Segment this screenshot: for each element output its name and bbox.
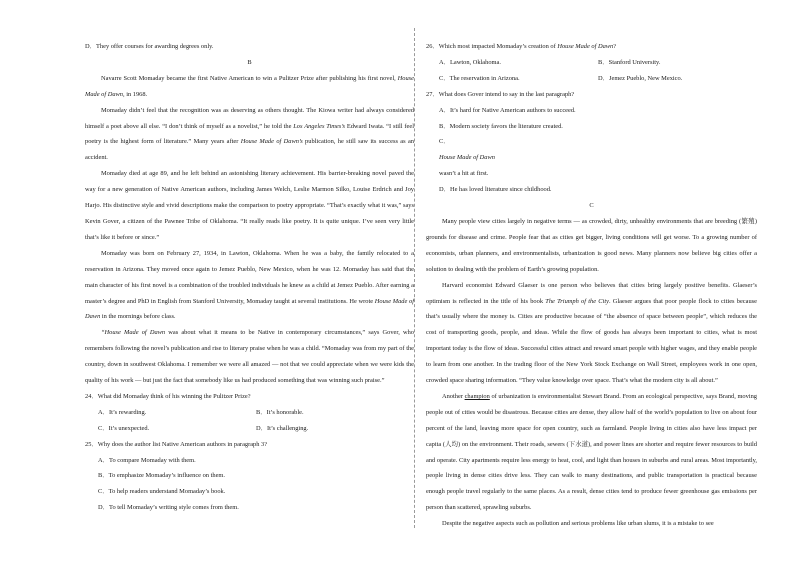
q27-option-b-row xyxy=(426,119,757,135)
q26-option-d[interactable]: D．Jemez Pueblo, New Mexico. xyxy=(598,74,683,82)
q24-option-d[interactable]: D．It’s challenging. xyxy=(256,424,309,432)
question-27: 27．What does Gover intend to say in the last paragraph? xyxy=(426,90,575,98)
q25-option-a[interactable]: A．To compare Momaday with them. xyxy=(98,456,196,464)
q27-option-d[interactable]: D．He has loved literature since childhood. xyxy=(439,186,552,194)
q25-option-b-row xyxy=(85,468,414,484)
q25-option-d[interactable]: D．To tell Momaday’s writing style comes from them. xyxy=(98,504,239,512)
q24-option-a[interactable]: A．It’s rewarding. xyxy=(98,408,147,416)
q27-option-c-row xyxy=(426,134,757,182)
q25-option-c[interactable]: C．To help readers understand Momaday’s book. xyxy=(98,488,226,496)
question-24: 24．What did Momaday think of his winning the Pulitzer Prize? xyxy=(85,392,251,400)
q26-option-b[interactable]: B．Stanford University. xyxy=(598,58,661,66)
q26-option-a[interactable]: A．Lawton, Oklahoma. xyxy=(439,58,501,66)
passage-b-paragraph-4: Momaday was born on February 27, 1934, in Lawton, Oklahoma. When he was a baby, the family relocated to a reservation in Arizona. They moved once again to Jemez Pueblo, New Mexico, when he was 12. Momaday has said that the main character of his first novel is a combination of the troubled individuals he knew as a child at Jemez Pueblo. After earning a master’s degree and PhD in English from Stanford University, Momaday taught at several institutions. He wrote House Made of Dawn in the mornings before class. xyxy=(85,249,414,321)
passage-b-paragraph-3: Momaday died at age 89, and he left behind an astonishing literary achievement. His barrier-breaking novel paved the way for a new generation of Native American authors, including James Welch, Leslie Marmon Silko, Louise Erdrich and Joy Harjo. His distinctive style and vivid descriptions make the comparison to poetry appropriate. “That’s exactly what it was,” says Kevin Gover, a citizen of the Pawnee Tribe of Oklahoma. “It really reads like poetry. It is quite unique. I’ve seen very little that’s like it before or since.” xyxy=(85,170,414,241)
question-25: 25．Why does the author list Native American authors in paragraph 3? xyxy=(85,440,268,448)
right-column xyxy=(426,39,757,532)
passage-b-paragraph-2: Momaday didn’t feel that the recognition was as deserving as others thought. The Kiowa writer had always considered himself a poet above all else. “I don’t think of myself as a novelist,” he told the Los Angeles Times’s Edward Iwata. “I still feel poetry is the highest form of literature.” Many years after House Made of Dawn’s publication, he still saw its success as an accident. xyxy=(85,106,414,162)
left-column xyxy=(85,39,414,516)
passage-b-paragraph-5: “House Made of Dawn was about what it means to be Native in contemporary circumstances,” says Gover, who remembers following the novel’s publication and rise to literary praise when he was a child. “Momaday was from my part of the country, down in southwest Oklahoma. I remember we were all amazed — not that we could appreciate when we were kids the quality of his work — but just the fact that somebody like us had produced something that was winning such praise.” xyxy=(85,329,414,385)
q25-option-d-row xyxy=(85,500,414,516)
passage-c-paragraph-4: Despite the negative aspects such as pollution and serious problems like urban slums, it is a mistake to see xyxy=(442,520,714,528)
q26-options-row-1 xyxy=(426,55,757,71)
q27-option-d-row xyxy=(426,182,757,198)
q24-options-row-1 xyxy=(85,405,414,421)
q24-option-b[interactable]: B．It’s honorable. xyxy=(256,408,304,416)
q26-options-row-2 xyxy=(426,71,757,87)
q24-options-row-2 xyxy=(85,421,414,437)
q25-option-b[interactable]: B．To emphasize Momaday’s influence on them. xyxy=(98,472,225,480)
passage-b-paragraph-1: Navarre Scott Momaday became the first Native American to win a Pulitzer Prize after publishing his first novel, House Made of Dawn, in 1968. xyxy=(85,74,414,98)
section-c-heading: C xyxy=(589,202,594,210)
q27-option-b[interactable]: B．Modern society favors the literature created. xyxy=(439,122,563,130)
passage-c-paragraph-3: Another champion of urbanization is environmentalist Stewart Brand. From an ecological perspective, says Brand, moving people out of cities would be disastrous. Because cities are dense, they allow half of the world’s population to live on about four percent of the land, leaving more space for open country, such as farmland. People living in cities also have less impact per capita (人均) on the environment. Their roads, sewers (下水道), and power lines are shorter and require fewer resources to build and operate. City apartments require less energy to heat, cool, and light than houses in suburbs and rural areas. Most importantly, people living in dense cities drive less. They can walk to many destinations, and public transportation is practical because enough people travel regularly to the same places. As a result, dense cities tend to produce fewer greenhouse gas emissions per person than scattered, sprawling suburbs. xyxy=(426,392,757,512)
q25-option-a-row xyxy=(85,453,414,469)
q27-option-c[interactable]: C． House Made of Dawn wasn’t a hit at first. xyxy=(439,138,495,178)
q27-option-a[interactable]: A．It’s hard for Native American authors to succeed. xyxy=(439,106,576,114)
question-26: 26．Which most impacted Momaday’s creation of House Made of Dawn? xyxy=(426,43,617,50)
q23-option-d: D．They offer courses for awarding degrees only. xyxy=(85,43,214,50)
q27-option-a-row xyxy=(426,103,757,119)
passage-c-paragraph-1: Many people view cities largely in negative terms — as crowded, dirty, unhealthy environments that are breeding (繁殖) grounds for disease and crime. People fear that as cities get bigger, living conditions will get worse. To a growing number of economists, urban planners, and environmentalists, urbanization is good news. Many planners now believe big cities offer a solution to dealing with the problem of Earth’s growing population. xyxy=(426,217,757,273)
column-divider xyxy=(414,28,415,528)
q25-option-c-row xyxy=(85,484,414,500)
q24-option-c[interactable]: C．It’s unexpected. xyxy=(98,424,150,432)
passage-c-paragraph-2: Harvard economist Edward Glaeser is one person who believes that cities bring largely positive benefits. Glaeser’s optimism is reflected in the title of his book The Triumph of the City. Glaeser argues that poor people flock to cities because that’s usually where the money is. Cities are productive because of “the absence of space between people”, which reduces the cost of transporting goods, people, and ideas. While the flow of goods has always been important to cities, what is most important today is the flow of ideas. Successful cities attract and reward smart people with higher wages, and they enable people to learn from one another. In the trading floor of the New York Stock Exchange on Wall Street, employees work in one open, crowded space sharing information. “They value knowledge over space. That’s what the modern city is all about.” xyxy=(426,281,757,385)
section-b-heading: B xyxy=(247,58,252,66)
q26-option-c[interactable]: C．The reservation in Arizona. xyxy=(439,74,520,82)
